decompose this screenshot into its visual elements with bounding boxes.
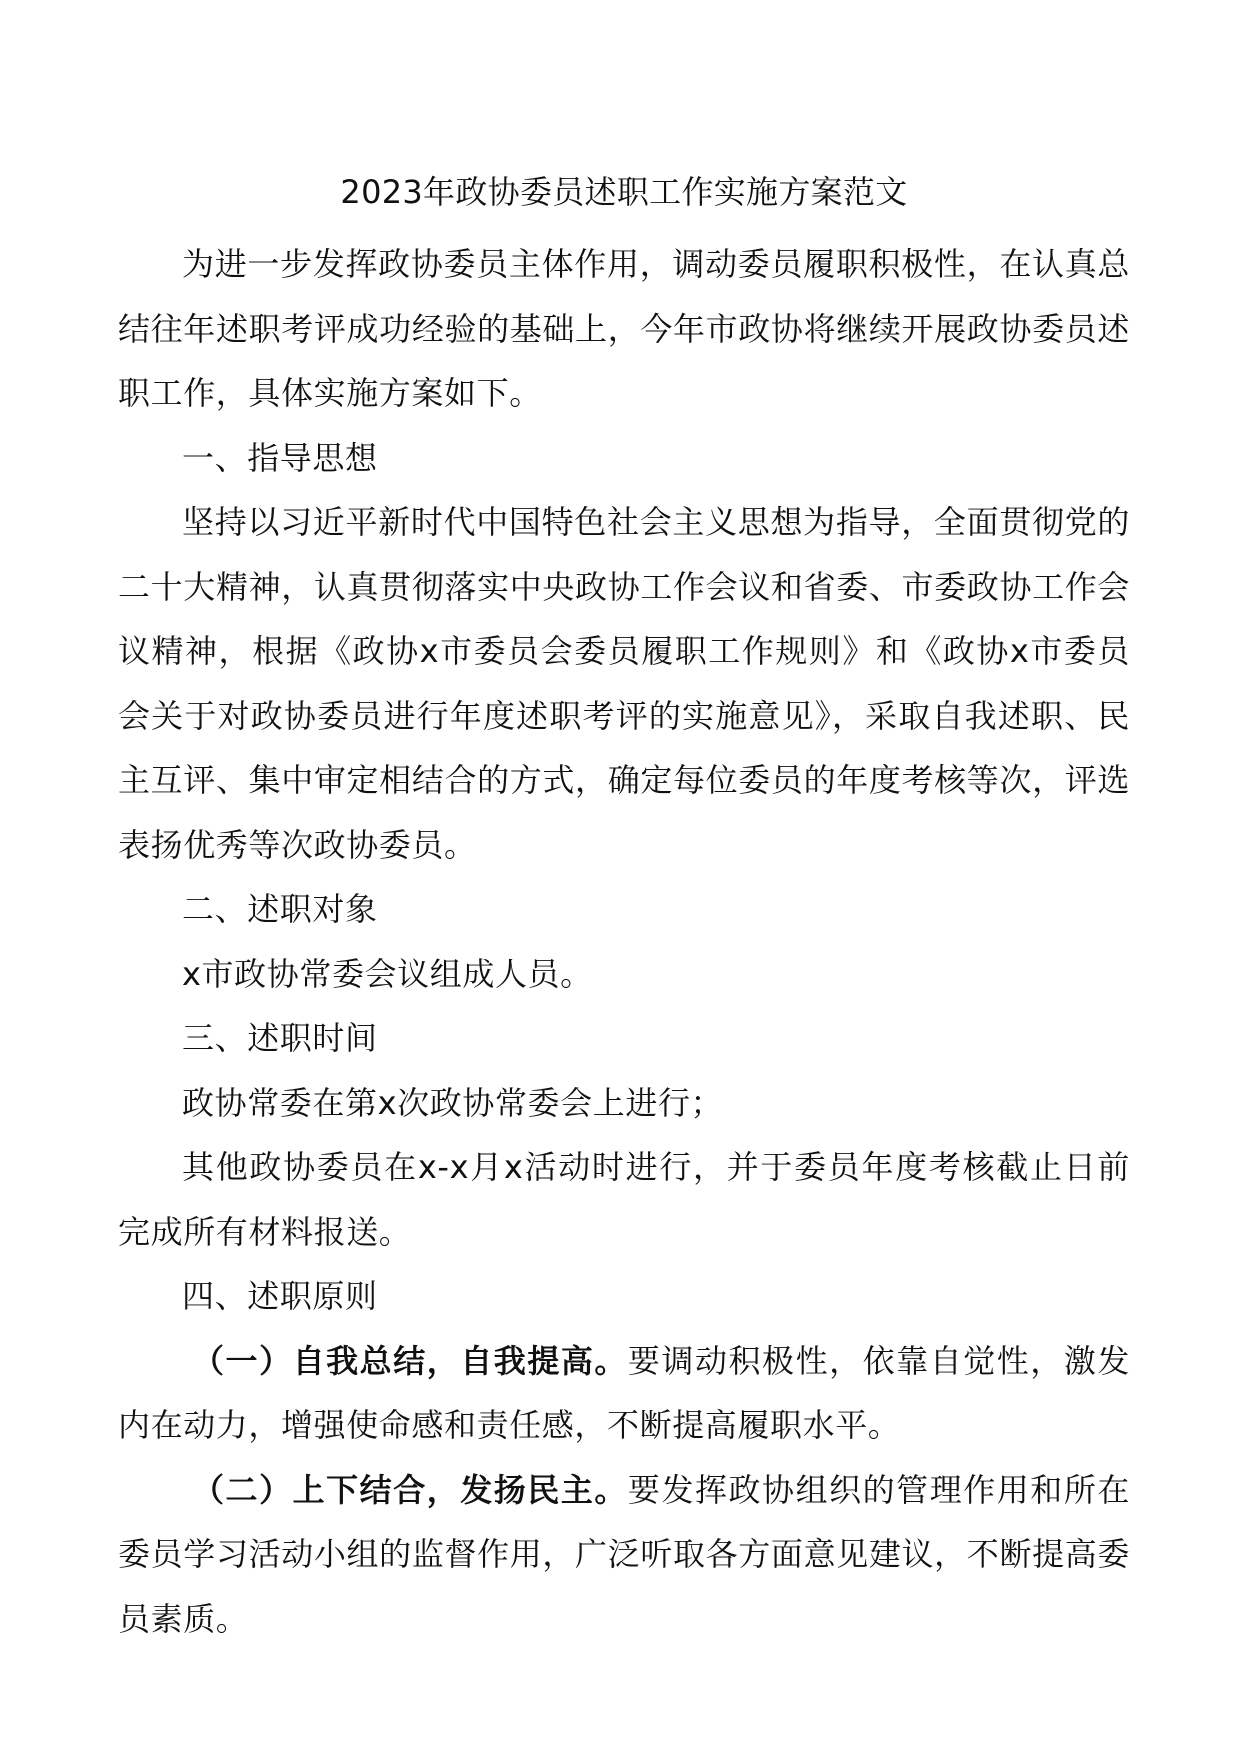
reporting-time-paragraph-1: 政协常委在第x次政协常委会上进行； — [182, 1083, 724, 1122]
reporting-time-paragraph-2: 其他政协委员在x-x月x活动时进行，并于委员年度考核截止日前完成所有材料报送。 — [118, 1148, 1130, 1251]
section-heading-reporting-subjects: 二、述职对象 — [182, 890, 378, 928]
principle-item-2-body: 要发挥政协组织的管理作用和所在委员学习活动小组的监督作用，广泛听取各方面意见建议，不断提高委员素质。 — [118, 1470, 1130, 1638]
document-title: 2023年政协委员述职工作实施方案范文 — [340, 173, 908, 211]
document-body — [118, 160, 1130, 1651]
principle-item-1-lead: （一）自我总结，自我提高。 — [192, 1341, 628, 1380]
reporting-subjects-paragraph: x市政协常委会议组成人员。 — [182, 954, 593, 993]
principle-item-1 — [118, 1329, 1130, 1458]
guiding-ideology-paragraph: 坚持以习近平新时代中国特色社会主义思想为指导，全面贯彻党的二十大精神，认真贯彻落实中央政协工作会议和省委、市委政协工作会议精神，根据《政协x市委员会委员履职工作规则》和《政协x市委员会关于对政协委员进行年度述职考评的实施意见》，采取自我述职、民主互评、集中审定相结合的方式，确定每位委员的年度考核等次，评选表扬优秀等次政协委员。 — [118, 503, 1130, 864]
principle-item-1-body: 要调动积极性，依靠自觉性，激发内在动力，增强使命感和责任感，不断提高履职水平。 — [118, 1341, 1130, 1444]
principle-item-2 — [118, 1458, 1130, 1652]
section-heading-guiding-ideology: 一、指导思想 — [182, 438, 378, 477]
principle-item-2-lead: （二）上下结合，发扬民主。 — [192, 1470, 628, 1509]
section-heading-reporting-principles: 四、述职原则 — [182, 1277, 378, 1315]
intro-paragraph: 为进一步发挥政协委员主体作用，调动委员履职积极性，在认真总结往年述职考评成功经验的基础上，今年市政协将继续开展政协委员述职工作，具体实施方案如下。 — [118, 245, 1130, 412]
section-heading-reporting-time: 三、述职时间 — [182, 1019, 378, 1057]
